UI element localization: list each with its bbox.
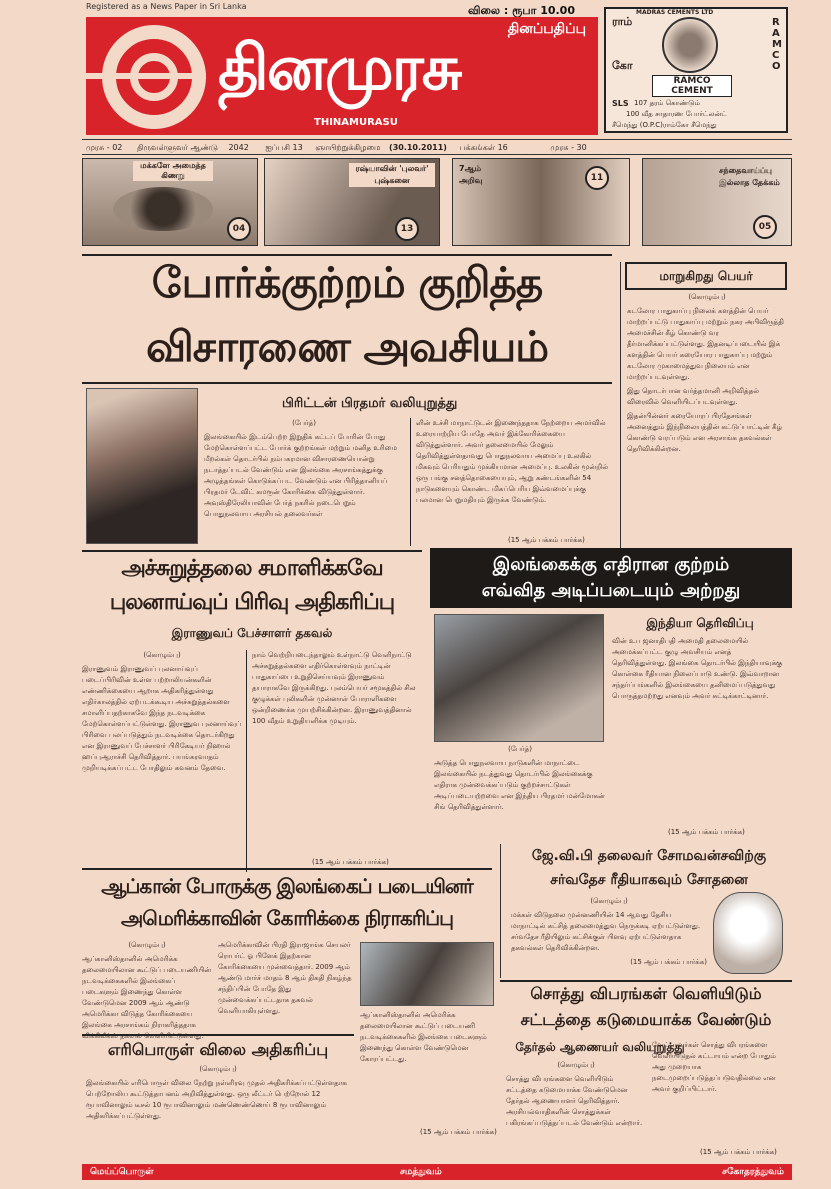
teaser-strip bbox=[82, 158, 792, 248]
advert-line2: 100 வீத சாதாரண போர்ட்லன்ட் bbox=[626, 110, 727, 118]
india-body-right: வின் உப ஜனாதிபதி அமைதி தலைமையில் அமைக்கப்பட்ட குழு அவசியம் எனத் தெரிவித்துள்ளது. இலங்கை தொடர்பில் இந்தியாவுக்கு கொள்கை ரீதியான நிலைப்பாடு உண்டு. இவ்வாறான சந்தர்ப்பங்களில் இலங்கையை தனிமைப்படுத்துவது பொருத்தமற்றது எனவும் அவர் சுட்டிக்காட்டினார். bbox=[612, 637, 783, 700]
teaser-2[interactable] bbox=[264, 158, 440, 246]
divider bbox=[82, 382, 612, 384]
advert-sls: SLS bbox=[612, 99, 629, 108]
divider bbox=[82, 868, 492, 870]
well-illustration bbox=[113, 187, 213, 231]
assets-continued[interactable]: (15 ஆம் பக்கம் பார்க்க) bbox=[700, 1148, 777, 1156]
india-headline-1: இலங்கைக்கு எதிரான குற்றம் bbox=[492, 554, 730, 575]
army-body-col1: (கொழும்பு) இராணுவம் இராணுவப் புலனாய்வுப் படைப்பிரிவின் உள்ள பற்றாலியன்களின் எண்ணிக்கையை ஆறாக அதிகரித்துள்ளது எதிர்காலத்தில் ஏற்படக்கூடிய அச்சுறுத்தல்களை சமாளிப்பதற்காகவே இந்த நடவடிக்கை மேற்கொள்ளப்பட்டுள்ளது. இராணுவ புலனாய்வுப் பிரிவை பலப்படுத்தும் நடவடிக்கை தொடர்கிறது என இராணுவப் பேச்சாளர் பிரிகேடியர் நிஹால் ஹப்புஆராச்சி தெரிவித்தார். பயங்கரவாதம் முறியடிக்கப்பட்ட போதிலும் கவனம் தேவை. bbox=[82, 651, 242, 772]
advert-ram: ராம் bbox=[612, 15, 633, 28]
teaser-2-page: 13 bbox=[395, 216, 419, 241]
army-headline-2: புலனாய்வுப் பிரிவு அதிகரிப்பு bbox=[109, 590, 395, 615]
ramco-advert[interactable] bbox=[604, 7, 788, 133]
divider bbox=[82, 254, 612, 256]
lead-continued[interactable]: (15 ஆம் பக்கம் பார்க்க) bbox=[508, 536, 585, 544]
sidebar-box bbox=[620, 262, 790, 576]
india-headline-2: எவ்வித அடிப்படையும் அற்றது bbox=[481, 580, 741, 601]
teaser-4[interactable] bbox=[642, 158, 792, 246]
sidebar-headline: மாறுகிறது பெயர் bbox=[625, 262, 787, 290]
afghan-caption: ஆப்கானிஸ்தானில் அமெரிக்க தலைமையிலான கூட்டுப் படையணி நடவடிக்கைகளில் இலங்கை படைகளும் இணைந்து கொள்ள வேண்டுமென கோரப்பட்டது. bbox=[360, 1011, 487, 1063]
afghan-body-col1: (கொழும்பு) ஆப்கானிஸ்தானில் அமெரிக்க தலைமையிலான கூட்டுப் படையணியின் நடவடிக்கைகளில் இலங்கைப் படைகளும் இணைந்து கொள்ள வேண்டுமென 2009 ஆம் ஆண்டு அமெரிக்கா விடுத்த கோரிக்கையை இலங்கை அரசாங்கம் நிராகரித்ததாக விக்கிலீக்ஸ் தகவல் வெளியிட்டுள்ளது. bbox=[82, 941, 211, 1040]
dateline-year: 2042 bbox=[228, 143, 249, 152]
teaser-3[interactable] bbox=[452, 158, 630, 246]
afghan-body-col2: அமெரிக்காவின் பிரதி இராஜாங்க செயலர் ரொபர்ட் ஓ பிளேக் இதற்கான கோரிக்கையை முன்வைத்தார். 2009 ஆம் ஆண்டு மார்ச் மாதம் 8 ஆம் திகதி நிகழ்ந்த சந்திப்பின் போதே இது முன்வைக்கப்பட்டதாக தகவல் வெளியாகியுள்ளது. bbox=[218, 941, 352, 1015]
footer-bar bbox=[82, 1164, 792, 1180]
dateline-volume: முரசு - 02 bbox=[86, 143, 123, 152]
jvp-box bbox=[500, 844, 792, 978]
lead-subhead: பிரிட்டன் பிரதமர் வலியுறுத்து bbox=[282, 396, 458, 411]
fuel-headline: எரிபொருள் விலை அதிகரிப்பு bbox=[107, 1040, 329, 1059]
army-subhead: இராணுவப் பேச்சாளர் தகவல் bbox=[171, 626, 333, 640]
afghan-headline-2: அமெரிக்காவின் கோரிக்கை நிராகரிப்பு bbox=[120, 906, 454, 930]
fuel-body: (கொழும்பு) இலங்கையில் எரிபொருள் விலை நேற்று நள்ளிரவு முதல் அதிகரிக்கப்பட்டுள்ளதாக பெற்றோலிய கூட்டுத்தாபனம் அறிவித்துள்ளது. ஒரு லீட்டர் பெற்றோல் 12 ரூபாவினாலும் டீசல் 10 ரூபாவினாலும் மண்ணெண்ணெய் 8 ரூபாவினாலும் அதிகரிக்கப்பட்டுள்ளது. bbox=[86, 1065, 347, 1120]
lead-headline-1: போர்க்குற்றம் குறித்த bbox=[151, 258, 543, 307]
teaser-2-caption: ரஷ்யாவின் 'புலவர்' புஷ்கனை bbox=[349, 163, 435, 187]
advert-ko: கோ bbox=[612, 59, 633, 72]
afghan-headline-1: ஆப்கான் போருக்கு இலங்கைப் படையினர் bbox=[101, 874, 473, 898]
assets-body-col1: (கொழும்பு) சொத்து விபரங்களை வெளியிடும் சட்டத்தை கடுமையாக்க வேண்டுமென தேர்தல் ஆணையாளர் தெரிவித்தார். அரசியல்வாதிகளின் சொத்துக்கள் பகிரங்கப்படுத்தப்படல் வேண்டும் என்றார். bbox=[506, 1061, 643, 1127]
assets-body-col2: வேட்பாளர்கள் சொத்து விபரங்களை வெளியிடுதல் கட்டாயம் என்ற போதும் அது முறையாக நடைமுறைப்படுத்தப்படுவதில்லை என அவர் குறிப்பிட்டார். bbox=[652, 1041, 776, 1093]
arrow-icon bbox=[86, 73, 206, 79]
assets-subhead: தேர்தல் ஆணையர் வலியுறுத்து bbox=[515, 1040, 685, 1054]
india-headline-box bbox=[430, 548, 792, 608]
army-headline-1: அச்சுறுத்தலை சமாளிக்கவே bbox=[121, 556, 383, 581]
footer-left: மெய்ப்பொருள் bbox=[90, 1167, 154, 1177]
divider bbox=[246, 650, 247, 872]
dateline-issue: முரசு - 30 bbox=[550, 143, 587, 152]
teaser-1-page: 04 bbox=[227, 216, 251, 241]
afghan-continued[interactable]: (15 ஆம் பக்கம் பார்க்க) bbox=[420, 1128, 497, 1136]
india-photo bbox=[434, 614, 604, 742]
masthead-banner bbox=[86, 17, 598, 135]
army-continued[interactable]: (15 ஆம் பக்கம் பார்க்க) bbox=[312, 858, 389, 866]
dateline-date: (30.10.2011) bbox=[389, 143, 447, 152]
india-body-below: (பேர்த்) அடுத்த பொதுநலவாய நாடுகளின் மாநாட்டை இலங்கையில் நடத்துவது தொடர்பில் இலங்கைக்கு எதிராக முன்வைக்கப்படும் குற்றச்சாட்டுகள் அடிப்படையற்றவை என இந்திய பிரதமர் மன்மோகன் சிங் தெரிவித்துள்ளார். bbox=[434, 745, 605, 811]
footer-center: சமத்துவம் bbox=[400, 1167, 442, 1177]
lead-headline-2: விசாரணை அவசியம் bbox=[145, 322, 549, 371]
jvp-headline-2: சர்வதேச ரீதியாகவும் சோதனை bbox=[550, 872, 748, 888]
dateline-tamil-date: ஐப்பசி 13 bbox=[265, 143, 303, 152]
dateline-day: ஞாயிற்றுக்கிழமை bbox=[315, 143, 381, 152]
divider bbox=[82, 550, 422, 552]
lead-body-col2: ளின் உச்சி மாநாட்டுடன் இணைந்ததாக நேற்றைய அமர்வில் உரையாற்றிய போதே அவர் இக்கோரிக்கையை விடுத்துள்ளார். அவர் தலைமையில் மேலும் தெரிவித்துள்ளதாவது பொதுநலவாய அமைப்பு உலகில் மிகவும் பெரியதும் முக்கியமான அமைப்பு. உலகின் மூன்றில் ஒரு பங்கு சனத்தொகையையும், ஆறு கண்டங்களின் 54 நாடுகளையும் கொண்ட மிகப்பெரிய இவ்வமைப்புக்கு பலமான பெறுமதியும் இருக்க வேண்டும். bbox=[416, 419, 609, 504]
jvp-headline-1: ஜே.வி.பி தலைவர் சோமவன்சவிற்கு bbox=[531, 848, 767, 864]
fuel-box bbox=[82, 1034, 354, 1160]
teaser-4-caption: சந்தைவாய்ப்பு இல்லாத தேக்கம் bbox=[719, 166, 780, 187]
lead-body-col1: (பேர்த்) இலங்கையில் இடம்பெற்ற இறுதிக் கட்டப் போரின் போது மேற்கொள்ளப்பட்ட போர்க் குற்றங்கள் மற்றும் மனித உரிமை மீறல்கள் தொடர்பில் நம்பகரமான விசாரணையொன்று நடாத்தப்படல் வேண்டும் என இலங்கை அரசாங்கத்துக்கு அழுத்தங்கள் கொடுக்கப்பட வேண்டும் என பிரித்தானியப் பிரதமர் டேவிட் கமரூன் கோரிக்கை விடுத்துள்ளார். அவுஸ்திரேலியாவின் பேர்த் நகரில் நடைபெறும் பொதுநலவாய அரசியல் தலைவர்கள் bbox=[204, 419, 397, 518]
registration-note: Registered as a News Paper in Sri Lanka bbox=[86, 2, 247, 11]
jvp-body: (கொழும்பு) மக்கள் விடுதலை முன்னணியின் 14 ஆவது தேசிய மாநாட்டில் கட்சித் தலைமைத்துவ நெருக்கடி ஏற்பட்டுள்ளது. சர்வதேச ரீதியிலும் கட்சிக்குள் பிளவு ஏற்பட்டுள்ளதாக தகவல்கள் தெரிவிக்கின்றன. (15 ஆம் பக்கம் பார்க்க) bbox=[511, 897, 707, 966]
sidebar-body: (கொழும்பு) கடலோர பாதுகாப்பு நிலைக் களத்தின் பெயர் மாற்றப்பட்டு பாதுகாப்பு மற்றும் நகர அபிவிருத்தி அமைச்சின் கீழ் கொண்டு வர தீர்மானிக்கப்பட்டுள்ளது. இதனடிப்படையில் இக் களத்தின் பெயர் கரையோர பாதுகாப்பு மற்றும் கடலோர முகாமைத்துவ நிலையம் என மாற்றப்படவுள்ளது. இது தொடர்பான வர்த்தமானி அறிவித்தல் விரைவில் வெளியிடப்படவுள்ளது. இதன்பின்னர் கரையோரப் பிரதேசங்கள் அனைத்தும் இந்நிலையத்தின் கட்டுப்பாட்டின் கீழ் கொண்டு வரப்படும் என அரசாங்க தகவல்கள் தெரிவிக்கின்றன. bbox=[627, 293, 784, 453]
divider bbox=[500, 980, 792, 982]
india-subhead: இந்தியா தெரிவிப்பு bbox=[646, 616, 754, 630]
footer-right: சகோதரத்துவம் bbox=[722, 1167, 784, 1177]
temple-icon bbox=[662, 17, 718, 73]
price-label: விலை : ரூபா 10.00 bbox=[468, 4, 575, 17]
teaser-4-page: 05 bbox=[753, 214, 777, 239]
divider bbox=[410, 418, 411, 546]
teaser-1[interactable] bbox=[82, 158, 258, 246]
cameron-photo bbox=[86, 388, 198, 544]
assets-headline-1: சொத்து விபரங்கள் வெளியிடும் bbox=[530, 984, 762, 1003]
advert-ring-text: MADRAS CEMENTS LTD bbox=[636, 9, 714, 16]
afghan-photo bbox=[360, 942, 494, 1006]
teaser-3-page: 11 bbox=[585, 165, 609, 190]
dateline-pages: பக்கங்கள் 16 bbox=[459, 143, 508, 152]
teaser-1-caption: மக்களே அமைத்த கிணறு bbox=[133, 161, 213, 181]
india-continued[interactable]: (15 ஆம் பக்கம் பார்க்க) bbox=[668, 828, 745, 836]
teaser-3-caption: 7ஆம் அறிவு bbox=[459, 164, 483, 185]
dateline-year-label: திருவள்ளுவர் ஆண்டு bbox=[136, 143, 218, 152]
masthead-tagline: தினப்பதிப்பு bbox=[507, 21, 586, 37]
army-body-col2: நாம் வெற்றியடைந்தாலும் உள்நாட்டு வெளிநாட்டு அச்சுறுத்தல்களை எதிர்கொள்ளவும் நாட்டின் பாதுகாப்பை உறுதிசெய்யவும் இராணுவம் தயாராகவே இருக்கிறது. புலம்பெயர் சமூகத்தில் சில குழுக்கள் புலிகளின் முன்னாள் போராளிகளை ஒன்றிணைக்க முயற்சிக்கின்றன. இராணுவத்தினால் 100 வீதம் உறுதியளிக்க முடியும். bbox=[252, 651, 416, 725]
masthead-title: தினமுரசு bbox=[218, 31, 461, 104]
advert-brand: RAMCO CEMENT bbox=[652, 75, 732, 97]
masthead-title-latin: THINAMURASU bbox=[314, 117, 398, 128]
advert-line3: சீமெந்து (O.P.C)ராம்கோ சீமெந்து bbox=[612, 121, 717, 129]
dateline-bar bbox=[82, 139, 792, 155]
advert-line1: 107 தரம் கொண்டும் bbox=[634, 99, 700, 107]
somawansa-portrait bbox=[713, 892, 783, 974]
assets-headline-2: சட்டத்தை கடுமையாக்க வேண்டும் bbox=[520, 1010, 772, 1029]
advert-vertical-brand: RAMCO bbox=[772, 17, 782, 72]
